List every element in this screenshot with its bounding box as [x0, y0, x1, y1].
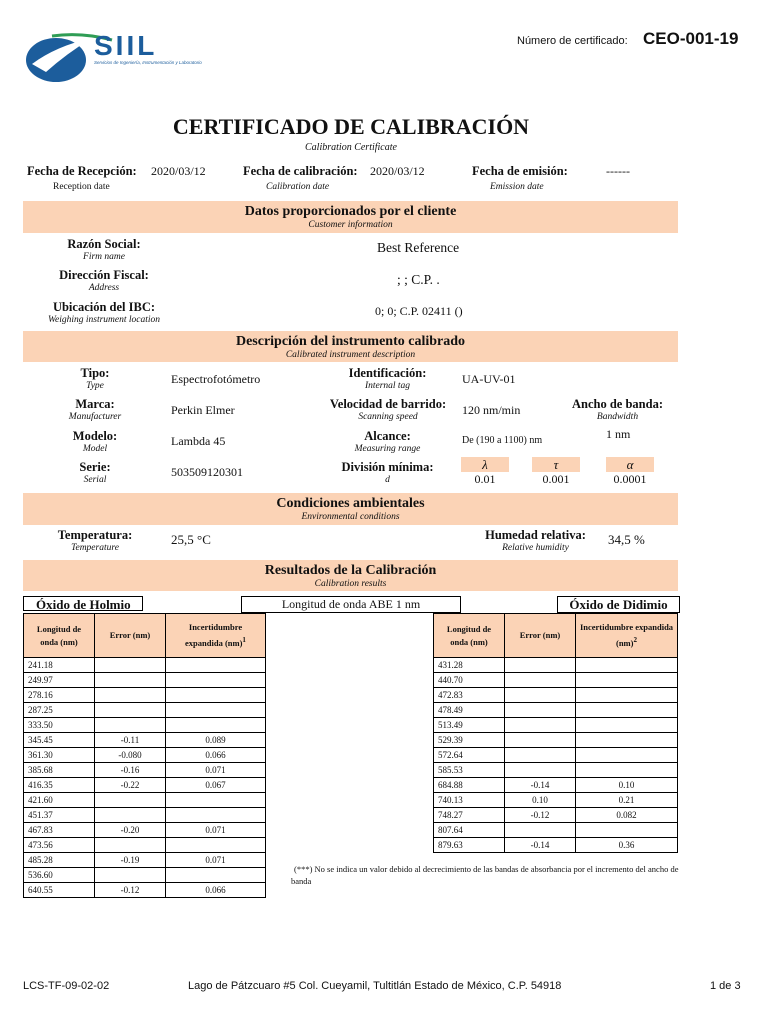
didymium-wavelength-cell: 478.49 — [434, 703, 505, 718]
didymium-uncertainty-cell — [576, 823, 678, 838]
bandwidth-label: Ancho de banda: — [572, 397, 663, 411]
reception-date-label: Fecha de Recepción: — [27, 164, 137, 178]
division-label: División mínima: — [341, 460, 434, 474]
didymium-wavelength-cell: 684.88 — [434, 778, 505, 793]
holmium-wavelength-cell: 416.35 — [24, 778, 95, 793]
didymium-header-row — [434, 614, 678, 658]
firm-name-label: Razón Social: — [67, 237, 141, 251]
results-section-header — [23, 560, 678, 591]
holmium-results-table — [23, 613, 266, 898]
location-value: 0; 0; C.P. 02411 () — [375, 304, 463, 318]
holmium-wavelength-cell: 345.45 — [24, 733, 95, 748]
holmium-error-cell — [95, 868, 166, 883]
didymium-uncertainty-cell — [576, 748, 678, 763]
holmium-table-body — [24, 658, 266, 898]
range-value: De (190 a 1100) nm — [462, 435, 543, 446]
holmium-error-cell — [95, 673, 166, 688]
serial-sub: Serial — [83, 475, 107, 485]
holmium-wavelength-cell: 467.83 — [24, 823, 95, 838]
holmium-uncertainty-cell — [166, 808, 266, 823]
holmium-table-row — [24, 673, 266, 688]
didymium-error-cell: -0.14 — [505, 778, 576, 793]
didymium-table-row — [434, 658, 678, 673]
holmium-table-row — [24, 793, 266, 808]
holmium-table-row — [24, 688, 266, 703]
holmium-table-row — [24, 718, 266, 733]
lambda-symbol: λ — [461, 457, 509, 472]
brand-sub: Manufacturer — [68, 412, 122, 422]
holmium-uncertainty-cell: 0.071 — [166, 853, 266, 868]
company-logo — [22, 28, 222, 88]
holmium-wavelength-cell: 249.97 — [24, 673, 95, 688]
didymium-table-row — [434, 718, 678, 733]
holmium-col-uncertainty — [166, 614, 266, 658]
didymium-uncertainty-cell — [576, 673, 678, 688]
didymium-error-cell — [505, 718, 576, 733]
results-note: (***) No se indica un valor debido al decrecimiento de las bandas de absorbancia por el incremento del ancho de banda — [291, 864, 679, 886]
holmium-table-row — [24, 838, 266, 853]
holmium-error-cell — [95, 688, 166, 703]
holmium-wavelength-cell: 278.16 — [24, 688, 95, 703]
didymium-wavelength-cell: 431.28 — [434, 658, 505, 673]
holmium-uncertainty-cell — [166, 718, 266, 733]
holmium-uncertainty-cell: 0.066 — [166, 883, 266, 898]
alpha-symbol: α — [606, 457, 654, 472]
division-value-tau: 0.001 — [542, 472, 570, 486]
holmium-wavelength-cell: 333.50 — [24, 718, 95, 733]
holmium-uncertainty-cell: 0.071 — [166, 823, 266, 838]
logo-text: SIIL — [94, 30, 158, 61]
holmium-uncertainty-cell: 0.089 — [166, 733, 266, 748]
holmium-error-cell — [95, 793, 166, 808]
holmium-uncertainty-cell — [166, 703, 266, 718]
didymium-table-body — [434, 658, 678, 853]
didymium-uncertainty-cell — [576, 763, 678, 778]
didymium-wavelength-cell: 740.13 — [434, 793, 505, 808]
didymium-error-cell: -0.14 — [505, 838, 576, 853]
didymium-uncertainty-cell — [576, 658, 678, 673]
brand-label: Marca: — [75, 397, 115, 411]
didymium-table-row — [434, 733, 678, 748]
didymium-wavelength-cell: 513.49 — [434, 718, 505, 733]
logo-tagline: Servicios de Ingeniería, Instrumentación y Laboratorio — [94, 60, 202, 65]
model-label: Modelo: — [72, 429, 118, 443]
division-value-lambda: 0.01 — [474, 472, 496, 486]
holmium-error-cell: -0.12 — [95, 883, 166, 898]
holmium-wavelength-cell: 451.37 — [24, 808, 95, 823]
didymium-table-row — [434, 778, 678, 793]
didymium-uncertainty-cell — [576, 733, 678, 748]
type-label: Tipo: — [80, 366, 110, 380]
didymium-col-error: Error (nm) — [505, 614, 576, 658]
range-label: Alcance: — [364, 429, 411, 443]
holmium-error-cell: -0.080 — [95, 748, 166, 763]
holmium-col-wavelength: Longitud de onda (nm) — [24, 614, 95, 658]
results-section-subtitle: Calibration results — [314, 579, 387, 589]
holmium-error-cell: -0.11 — [95, 733, 166, 748]
emission-date-value: ------ — [606, 164, 630, 178]
footer-address: Lago de Pátzcuaro #5 Col. Cueyamil, Tultitlán Estado de México, C.P. 54918 — [188, 980, 562, 992]
holmium-uncertainty-cell — [166, 658, 266, 673]
firm-name-value: Best Reference — [377, 240, 460, 255]
bandwidth-sub: Bandwidth — [596, 412, 639, 422]
footnote-marker-2: 2 — [633, 636, 638, 645]
footnote-marker-1: 1 — [242, 636, 246, 645]
address-value: ; ; C.P. . — [397, 272, 440, 287]
didymium-wavelength-cell: 572.64 — [434, 748, 505, 763]
instrument-section-header — [23, 331, 678, 362]
didymium-table-row — [434, 763, 678, 778]
holmium-error-cell: -0.22 — [95, 778, 166, 793]
holmium-wavelength-cell: 287.25 — [24, 703, 95, 718]
holmium-wavelength-cell: 385.68 — [24, 763, 95, 778]
didymium-uncertainty-cell: 0.36 — [576, 838, 678, 853]
id-label: Identificación: — [348, 366, 427, 380]
holmium-uncertainty-cell: 0.071 — [166, 763, 266, 778]
humidity-value: 34,5 % — [608, 532, 645, 547]
division-sub: d — [385, 475, 390, 485]
division-value-alpha: 0.0001 — [613, 472, 647, 486]
didymium-error-cell — [505, 733, 576, 748]
holmium-table-row — [24, 703, 266, 718]
holmium-error-cell — [95, 703, 166, 718]
emission-date-label: Fecha de emisión: — [472, 164, 568, 178]
type-value: Espectrofotómetro — [171, 372, 261, 386]
didymium-uncertainty-cell: 0.21 — [576, 793, 678, 808]
didymium-table-row — [434, 688, 678, 703]
holmium-error-cell — [95, 838, 166, 853]
didymium-wavelength-cell: 472.83 — [434, 688, 505, 703]
holmium-wavelength-cell: 640.55 — [24, 883, 95, 898]
didymium-uncertainty-cell — [576, 688, 678, 703]
holmium-col-error: Error (nm) — [95, 614, 166, 658]
location-label: Ubicación del IBC: — [52, 300, 156, 314]
speed-label: Velocidad de barrido: — [329, 397, 447, 411]
didymium-table-row — [434, 808, 678, 823]
didymium-error-cell — [505, 703, 576, 718]
holmium-table-row — [24, 883, 266, 898]
calibration-date-sub: Calibration date — [266, 182, 330, 192]
abe-wavelength-label: Longitud de onda ABE 1 nm — [241, 596, 461, 613]
address-label: Dirección Fiscal: — [59, 268, 149, 282]
didymium-error-cell: -0.12 — [505, 808, 576, 823]
temperature-sub: Temperature — [71, 543, 119, 553]
id-value: UA-UV-01 — [462, 372, 516, 386]
holmium-wavelength-cell: 421.60 — [24, 793, 95, 808]
didymium-error-cell: 0.10 — [505, 793, 576, 808]
didymium-wavelength-cell: 807.64 — [434, 823, 505, 838]
page-title: CERTIFICADO DE CALIBRACIÓN — [172, 114, 530, 139]
didymium-table-row — [434, 793, 678, 808]
didymium-table-row — [434, 823, 678, 838]
holmium-error-cell — [95, 718, 166, 733]
instrument-section-subtitle: Calibrated instrument description — [285, 350, 416, 360]
holmium-error-cell — [95, 658, 166, 673]
model-sub: Model — [82, 444, 108, 454]
serial-value: 503509120301 — [171, 465, 243, 479]
holmium-uncertainty-cell — [166, 673, 266, 688]
holmium-wavelength-cell: 361.30 — [24, 748, 95, 763]
instrument-section-title: Descripción del instrumento calibrado — [235, 334, 466, 349]
emission-date-sub: Emission date — [490, 182, 544, 192]
type-sub: Type — [86, 381, 104, 391]
didymium-error-cell — [505, 658, 576, 673]
cert-number-label: Número de certificado: — [517, 35, 628, 47]
footer-code: LCS-TF-09-02-02 — [23, 980, 110, 992]
holmium-table-row — [24, 823, 266, 838]
holmium-uncertainty-cell — [166, 793, 266, 808]
holmium-table-row — [24, 853, 266, 868]
location-sub: Weighing instrument location — [47, 315, 161, 325]
holmium-error-cell: -0.20 — [95, 823, 166, 838]
holmium-table-row — [24, 868, 266, 883]
serial-label: Serie: — [79, 460, 111, 474]
temperature-label: Temperatura: — [57, 528, 133, 542]
bandwidth-value: 1 nm — [606, 427, 631, 441]
didymium-table-row — [434, 703, 678, 718]
didymium-wavelength-cell: 440.70 — [434, 673, 505, 688]
environment-section-subtitle: Environmental conditions — [301, 512, 400, 522]
temperature-value: 25,5 °C — [171, 532, 211, 547]
holmium-error-cell: -0.19 — [95, 853, 166, 868]
holmium-uncertainty-cell — [166, 688, 266, 703]
didymium-wavelength-cell: 585.53 — [434, 763, 505, 778]
didymium-uncertainty-cell — [576, 703, 678, 718]
holmium-wavelength-cell: 241.18 — [24, 658, 95, 673]
holmium-uncertainty-cell: 0.066 — [166, 748, 266, 763]
didymium-table-row — [434, 748, 678, 763]
client-section-subtitle: Customer information — [308, 220, 393, 230]
cert-number: CEO-001-19 — [643, 29, 739, 48]
didymium-error-cell — [505, 673, 576, 688]
holmium-table-row — [24, 658, 266, 673]
calibration-date-label: Fecha de calibración: — [243, 164, 358, 178]
didymium-uncertainty-cell — [576, 718, 678, 733]
didymium-results-table — [433, 613, 678, 853]
holmium-wavelength-cell: 485.28 — [24, 853, 95, 868]
humidity-sub: Relative humidity — [502, 543, 569, 553]
calibration-date-value: 2020/03/12 — [370, 164, 425, 178]
model-value: Lambda 45 — [171, 434, 226, 448]
didymium-error-cell — [505, 748, 576, 763]
holmium-uncertainty-cell — [166, 838, 266, 853]
client-section-title: Datos proporcionados por el cliente — [244, 204, 457, 219]
address-sub: Address — [88, 283, 120, 293]
range-sub: Measuring range — [354, 444, 421, 454]
holmium-oxide-label: Óxido de Holmio — [23, 596, 143, 611]
holmium-table-row — [24, 778, 266, 793]
didymium-col-wavelength: Longitud de onda (nm) — [434, 614, 505, 658]
holmium-uncertainty-cell: 0.067 — [166, 778, 266, 793]
tau-symbol: τ — [532, 457, 580, 472]
reception-date-value: 2020/03/12 — [151, 164, 206, 178]
holmium-table-row — [24, 748, 266, 763]
brand-value: Perkin Elmer — [171, 403, 235, 417]
didymium-uncertainty-cell: 0.082 — [576, 808, 678, 823]
holmium-wavelength-cell: 536.60 — [24, 868, 95, 883]
humidity-label: Humedad relativa: — [485, 528, 586, 542]
results-section-title: Resultados de la Calibración — [264, 563, 437, 578]
holmium-header-row — [24, 614, 266, 658]
holmium-uncertainty-cell — [166, 868, 266, 883]
didymium-table-row — [434, 838, 678, 853]
reception-date-sub: Reception date — [53, 182, 110, 192]
didymium-wavelength-cell: 748.27 — [434, 808, 505, 823]
didymium-table-row — [434, 673, 678, 688]
holmium-table-row — [24, 733, 266, 748]
firm-name-sub: Firm name — [83, 252, 125, 262]
didymium-wavelength-cell: 879.63 — [434, 838, 505, 853]
client-section-header — [23, 201, 678, 233]
didymium-col-uncertainty — [576, 614, 678, 658]
didymium-error-cell — [505, 823, 576, 838]
didymium-wavelength-cell: 529.39 — [434, 733, 505, 748]
page-subtitle: Calibration Certificate — [305, 142, 397, 153]
holmium-error-cell: -0.16 — [95, 763, 166, 778]
didymium-col-uncertainty-text: Incertidumbre expandida (nm) — [579, 622, 674, 648]
didymium-error-cell — [505, 688, 576, 703]
didymium-error-cell — [505, 763, 576, 778]
id-sub: Internal tag — [364, 381, 411, 391]
environment-section-header — [23, 493, 678, 525]
speed-sub: Scanning speed — [358, 412, 418, 422]
speed-value: 120 nm/min — [462, 403, 521, 417]
holmium-table-row — [24, 808, 266, 823]
environment-section-title: Condiciones ambientales — [276, 496, 425, 511]
didymium-uncertainty-cell: 0.10 — [576, 778, 678, 793]
holmium-error-cell — [95, 808, 166, 823]
didymium-oxide-label: Óxido de Didimio — [557, 596, 680, 613]
holmium-table-row — [24, 763, 266, 778]
holmium-wavelength-cell: 473.56 — [24, 838, 95, 853]
footer-page-number: 1 de 3 — [710, 980, 741, 992]
holmium-col-uncertainty-text: Incertidumbre expandida (nm) — [185, 622, 243, 648]
